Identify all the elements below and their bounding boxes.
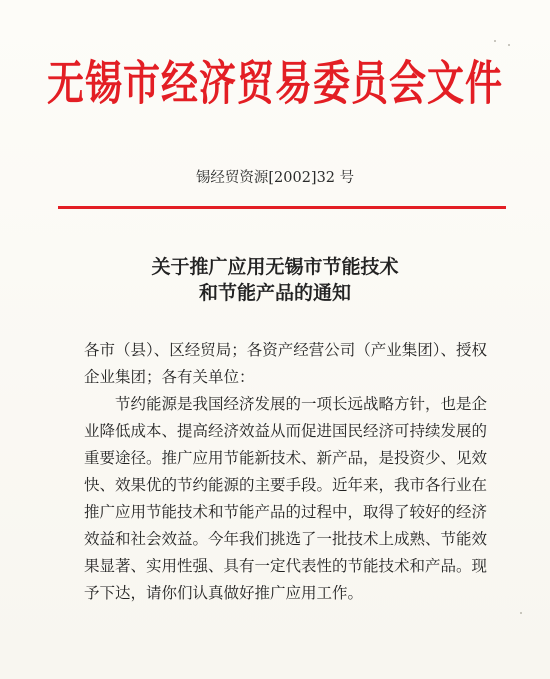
paragraph-line-4: 快、效果优的节约能源的主要手段。近年来，我市各行业在 [84, 476, 488, 494]
notice-title [0, 254, 550, 306]
paragraph-line-2: 业降低成本、提高经济效益从而促进国民经济可持续发展的 [84, 422, 488, 440]
notice-title-line-1: 关于推广应用无锡市节能技术 [151, 256, 399, 278]
paragraph-line-7: 果显著、实用性强、具有一定代表性的节能技术和产品。现 [84, 557, 488, 575]
paragraph-line-8: 予下达，请你们认真做好推广应用工作。 [84, 584, 364, 602]
letterhead-title: 无锡市经济贸易委员会文件 [47, 54, 503, 112]
recipients-line-2: 企业集团；各有关单位： [84, 368, 255, 386]
paragraph-line-5: 推广应用节能技术和节能产品的过程中，取得了较好的经济 [84, 503, 488, 521]
paragraph-line-6: 效益和社会效益。今年我们挑选了一批技术上成熟、节能效 [84, 530, 488, 548]
paragraph-line-1: 节约能源是我国经济发展的一项长远战略方针，也是企 [115, 395, 488, 413]
paragraph-line-3: 重要途径。推广应用节能新技术、新产品，是投资少、见效 [84, 449, 488, 467]
red-divider-line [58, 206, 506, 209]
document-number: 锡经贸资源[2002]32 号 [195, 170, 355, 186]
scan-speck [508, 44, 510, 46]
scan-speck [494, 40, 496, 42]
scan-speck [520, 612, 522, 614]
recipients-line-1: 各市（县）、区经贸局；各资产经营公司（产业集团）、授权 [84, 341, 488, 359]
notice-body [84, 337, 488, 607]
notice-title-line-2: 和节能产品的通知 [198, 282, 351, 304]
